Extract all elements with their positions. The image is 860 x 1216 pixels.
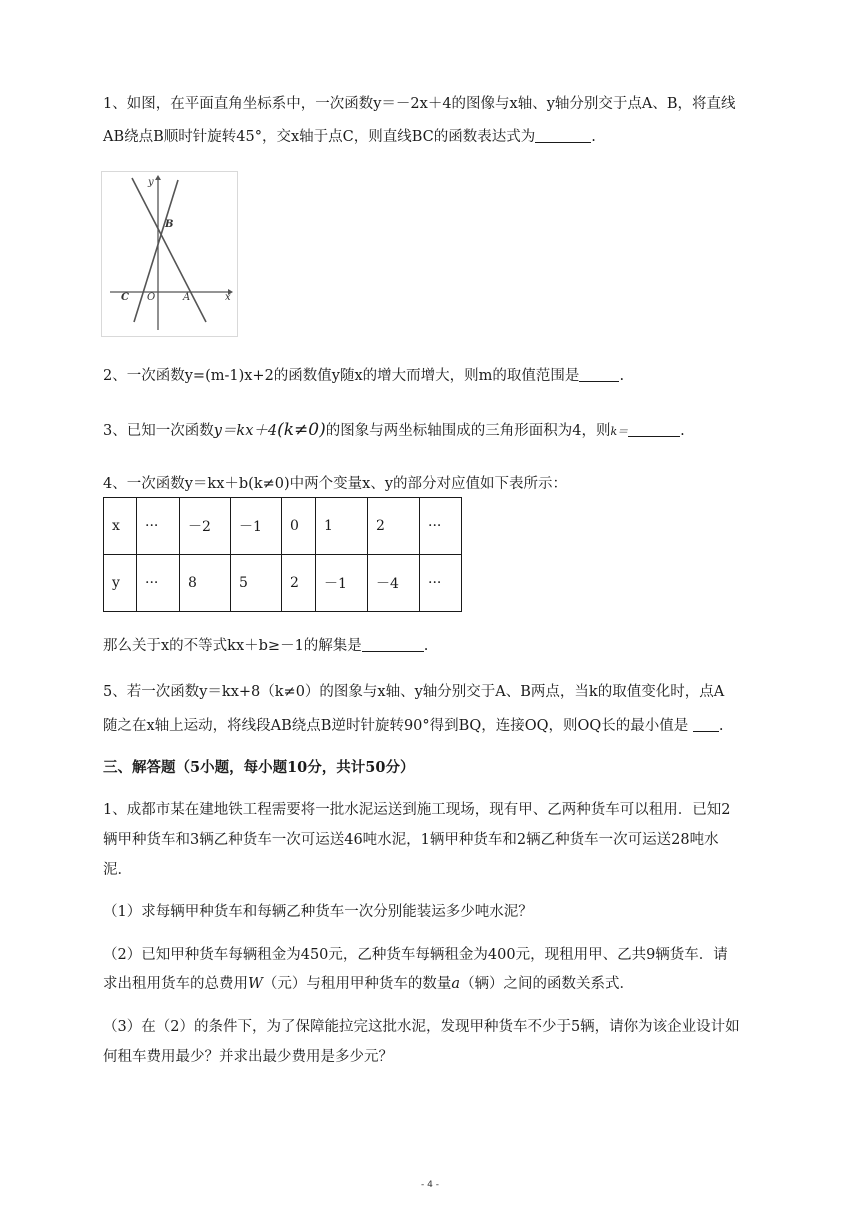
answer-blank (579, 367, 619, 382)
line-bc (134, 180, 178, 322)
q5-line1: 5、若一次函数y＝kx+8（k≠0）的图象与x轴、y轴分别交于A、B两点，当k的取值变化时，点A (103, 684, 725, 700)
label-b: B (165, 219, 174, 230)
table-cell: 8 (180, 555, 231, 612)
q5-line2: 随之在x轴上运动，将线段AB绕点B逆时针旋转90°得到BQ，连接OQ，则OQ长的最小值是 . (103, 718, 724, 734)
answer-blank (362, 637, 424, 652)
label-y: y (148, 177, 154, 188)
answer-blank (693, 717, 719, 732)
q1-line1: 1、如图，在平面直角坐标系中，一次函数y＝－2x＋4的图像与x轴、y轴分别交于点A、B，将直线 (103, 96, 736, 112)
table-cell: 2 (368, 498, 420, 555)
table-cell: －2 (180, 498, 231, 555)
q4-text: 4、一次函数y＝kx＋b(k≠0)中两个变量x、y的部分对应值如下表所示： (103, 476, 568, 492)
answer-blank (628, 422, 680, 437)
p1-subquestion-3-line1: （3）在（2）的条件下，为了保障能拉完这批水泥，发现甲种货车不少于5辆，请你为该企业设计如 (103, 1019, 740, 1035)
table-cell: 0 (282, 498, 316, 555)
q2: 2、一次函数y=(m-1)x+2的函数值y随x的增大而增大，则m的取值范围是 . (103, 368, 625, 384)
q3-formula: y＝kx＋4 (213, 423, 278, 439)
table-cell: y (104, 555, 137, 612)
p1-subquestion-2-line1: （2）已知甲种货车每辆租金为450元，乙种货车每辆租金为400元，现租用甲、乙共9辆货车．请 (103, 947, 728, 963)
p1-subquestion-3-line2: 何租车费用最少？并求出最少费用是多少元？ (103, 1049, 393, 1065)
table-cell: ··· (137, 555, 180, 612)
table-cell: 1 (316, 498, 368, 555)
table-cell: －1 (316, 555, 368, 612)
q3: 3、已知一次函数y＝kx＋4(k≠0)的图象与两坐标轴围成的三角形面积为4，则k＝ . (103, 420, 685, 440)
table-cell: －4 (368, 555, 420, 612)
y-axis-arrow (155, 175, 161, 180)
table-cell: －1 (231, 498, 282, 555)
p1-line2: 辆甲种货车和3辆乙种货车一次可运送46吨水泥，1辆甲种货车和2辆乙种货车一次可运送28吨水 (103, 832, 719, 848)
label-o: O (147, 292, 156, 303)
p1-subquestion-2-line2: 求出租用货车的总费用W（元）与租用甲种货车的数量a（辆）之间的函数关系式． (103, 976, 635, 992)
table-cell: ··· (420, 498, 462, 555)
values-table (103, 497, 462, 612)
q3-condition: (k≠0) (277, 420, 326, 440)
label-c: C (121, 292, 129, 303)
var-w: W (248, 976, 263, 992)
q4-after: 那么关于x的不等式kx＋b≥－1的解集是 . (103, 638, 429, 654)
table-cell: 2 (282, 555, 316, 612)
line-ab (132, 178, 206, 322)
q3-variable: k＝ (610, 425, 629, 438)
table-row (104, 555, 462, 612)
q1-coordinate-figure (101, 171, 238, 337)
var-a: a (451, 976, 461, 992)
table-row (104, 498, 462, 555)
q1-line2: AB绕点B顺时针旋转45°，交x轴于点C，则直线BC的函数表达式为 . (103, 129, 596, 145)
section-heading: 三、解答题（5小题，每小题10分，共计50分） (103, 759, 415, 776)
table-cell: 5 (231, 555, 282, 612)
p1-subquestion-1: （1）求每辆甲种货车和每辆乙种货车一次分别能装运多少吨水泥？ (103, 904, 533, 920)
p1-line3: 泥． (103, 862, 132, 878)
coordinate-graph (102, 172, 237, 336)
p1-line1: 1、成都市某在建地铁工程需要将一批水泥运送到施工现场，现有甲、乙两种货车可以租用．已知2 (103, 802, 731, 818)
table-cell: ··· (420, 555, 462, 612)
label-a: A (183, 292, 191, 303)
answer-blank (535, 128, 591, 143)
label-x: x (225, 292, 231, 303)
page-number: - 4 - (421, 1180, 439, 1190)
table-cell: ··· (137, 498, 180, 555)
table-cell: x (104, 498, 137, 555)
